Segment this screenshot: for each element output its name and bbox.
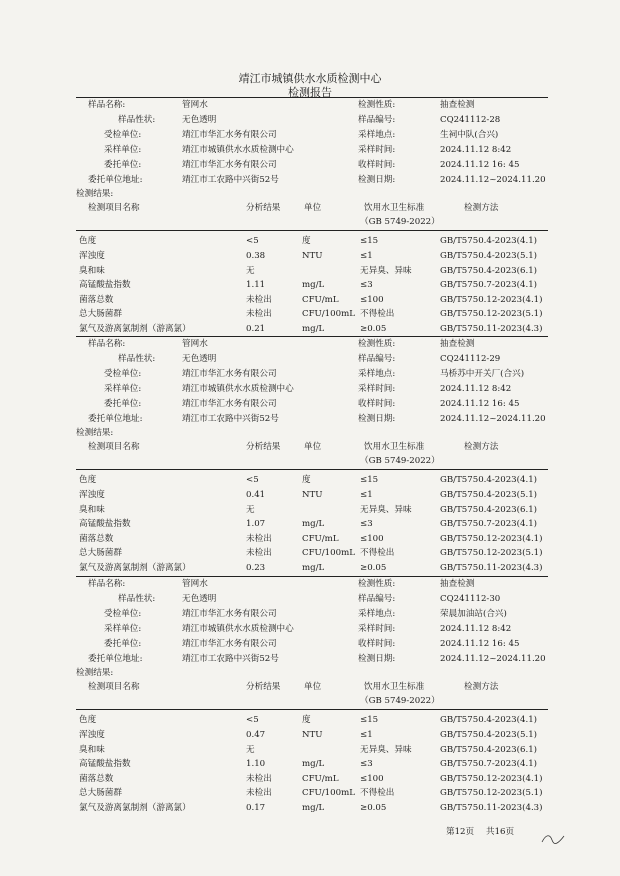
row-item: 高锰酸盐指数 [79,519,131,530]
field-value: 管网水 [182,339,208,349]
row-standard: 无异臭、异味 [360,265,412,276]
field-value: 靖江市华汇水务有限公司 [182,129,277,140]
row-unit: CFU/mL [302,533,339,544]
field-value: 靖江市华汇水务有限公司 [182,638,277,649]
row-result: 未检出 [246,788,272,799]
row-unit: mg/L [302,759,325,770]
row-method: GB/T5750.4-2023(6.1) [440,504,538,515]
row-result: 0.41 [246,490,266,500]
col-header-standard-ref: （GB 5749-2022） [360,456,440,467]
field-label: 收样时间: [358,638,396,649]
row-item: 总大肠菌群 [79,548,122,559]
row-unit: 度 [302,715,311,726]
row-method: GB/T5750.7-2023(4.1) [440,519,538,530]
report-title: 检测报告 [288,86,332,99]
col-header-standard: 饮用水卫生标准 [364,203,425,214]
row-method: GB/T5750.11-2023(4.3) [440,563,543,573]
col-header-item: 检测项目名称 [88,682,140,693]
col-header-item: 检测项目名称 [88,203,140,214]
row-unit: NTU [302,490,323,500]
row-item: 氯气及游离氯制剂（游离氯） [79,563,191,573]
row-item: 臭和味 [79,504,105,515]
field-value: 荣晨加油站(合兴) [440,608,507,619]
field-value: 靖江市工农路中兴街52号 [182,653,279,664]
field-value: 靖江市华汇水务有限公司 [182,159,277,170]
col-header-standard-ref: （GB 5749-2022） [360,217,440,228]
row-item: 色度 [79,236,97,247]
row-result: 1.11 [246,280,266,291]
row-method: GB/T5750.12-2023(5.1) [440,548,543,559]
row-standard: ≤3 [360,759,373,770]
field-label: 采样地点: [358,608,396,619]
field-label: 采样时间: [358,383,396,394]
field-label: 委托单位地址: [88,174,143,185]
row-method: GB/T5750.4-2023(4.1) [440,236,538,247]
row-item: 色度 [79,715,97,726]
field-value: 无色透明 [182,353,217,364]
row-standard: ≤100 [360,773,384,784]
field-label: 采样地点: [358,368,396,379]
field-label: 受检单位: [104,129,142,140]
row-result: 未检出 [246,533,272,544]
field-label: 委托单位: [104,159,142,170]
field-value: CQ241112-30 [440,593,501,604]
row-standard: ≤1 [360,490,373,500]
row-method: GB/T5750.12-2023(4.1) [440,773,543,784]
table-header-line [76,469,548,470]
col-header-unit: 单位 [304,682,322,693]
field-label: 检测日期: [358,413,396,424]
row-item: 浑浊度 [79,490,105,500]
row-item: 总大肠菌群 [79,309,122,320]
field-value: 2024.11.12~2024.11.20 [440,413,546,424]
row-standard: 不得检出 [360,788,395,799]
row-result: 1.10 [246,759,266,770]
row-method: GB/T5750.7-2023(4.1) [440,759,538,770]
row-standard: ≤15 [360,715,379,726]
col-header-standard: 饮用水卫生标准 [364,682,425,693]
field-label: 样品名称: [88,579,126,589]
field-value: 无色透明 [182,593,217,604]
row-item: 氯气及游离氯制剂（游离氯） [79,324,191,334]
field-label: 委托单位: [104,638,142,649]
field-label: 委托单位地址: [88,653,143,664]
row-item: 菌落总数 [79,773,114,784]
handwritten-mark [540,832,566,846]
col-header-method: 检测方法 [464,682,499,693]
row-unit: CFU/100mL [302,788,355,799]
col-header-method: 检测方法 [464,442,499,453]
col-header-result: 分析结果 [246,442,281,453]
row-result: <5 [246,475,259,486]
row-unit: NTU [302,251,323,261]
row-unit: mg/L [302,563,325,573]
row-method: GB/T5750.4-2023(6.1) [440,744,538,755]
field-value: 2024.11.12 16: 45 [440,638,520,649]
page-total: 共16页 [486,827,515,837]
col-header-item: 检测项目名称 [88,442,140,453]
section-top-line [76,97,548,98]
row-standard: 不得检出 [360,309,395,320]
field-value: 马桥苏中开关厂(合兴) [440,368,525,379]
row-item: 高锰酸盐指数 [79,759,131,770]
field-value: 靖江市华汇水务有限公司 [182,608,277,619]
field-value: 管网水 [182,100,208,110]
row-result: 0.47 [246,730,266,740]
row-result: 未检出 [246,309,272,320]
field-value: 生祠中队(合兴) [440,129,499,140]
row-item: 浑浊度 [79,251,105,261]
field-value: 靖江市华汇水务有限公司 [182,398,277,409]
row-result: 无 [246,265,255,276]
field-label: 样品性状: [118,114,156,125]
row-result: <5 [246,236,259,247]
row-result: 0.21 [246,324,266,334]
field-value: 2024.11.12 8:42 [440,144,512,155]
field-label: 检测性质: [358,100,396,110]
row-standard: ≤15 [360,475,379,486]
field-label: 样品性状: [118,353,156,364]
field-label: 样品名称: [88,339,126,349]
field-value: 2024.11.12~2024.11.20 [440,653,546,664]
row-unit: mg/L [302,324,325,334]
results-label: 检测结果: [76,428,114,439]
row-unit: mg/L [302,519,325,530]
field-label: 样品性状: [118,593,156,604]
row-result: 未检出 [246,548,272,559]
field-value: 2024.11.12 16: 45 [440,159,520,170]
row-method: GB/T5750.4-2023(4.1) [440,475,538,486]
row-item: 浑浊度 [79,730,105,740]
field-value: 靖江市城镇供水水质检测中心 [182,623,294,634]
field-label: 采样地点: [358,129,396,140]
field-value: 靖江市城镇供水水质检测中心 [182,144,294,155]
row-standard: 不得检出 [360,548,395,559]
row-method: GB/T5750.12-2023(4.1) [440,294,543,305]
row-standard: 无异臭、异味 [360,504,412,515]
field-label: 检测日期: [358,174,396,185]
field-value: 2024.11.12 8:42 [440,383,512,394]
row-method: GB/T5750.12-2023(5.1) [440,788,543,799]
field-label: 受检单位: [104,608,142,619]
col-header-result: 分析结果 [246,682,281,693]
row-standard: ≥0.05 [360,563,387,573]
field-label: 样品名称: [88,100,126,110]
field-label: 样品编号: [358,353,396,364]
field-label: 检测性质: [358,339,396,349]
row-standard: ≤3 [360,280,373,291]
row-standard: ≤3 [360,519,373,530]
field-label: 采样单位: [104,144,142,155]
row-method: GB/T5750.11-2023(4.3) [440,324,543,334]
row-method: GB/T5750.11-2023(4.3) [440,803,543,813]
col-header-standard-ref: （GB 5749-2022） [360,696,440,707]
row-unit: 度 [302,236,311,247]
row-unit: CFU/100mL [302,309,355,320]
field-value: 靖江市华汇水务有限公司 [182,368,277,379]
row-standard: 无异臭、异味 [360,744,412,755]
row-item: 菌落总数 [79,294,114,305]
row-item: 臭和味 [79,265,105,276]
field-value: CQ241112-29 [440,353,501,364]
row-method: GB/T5750.12-2023(5.1) [440,309,543,320]
field-label: 样品编号: [358,593,396,604]
row-unit: 度 [302,475,311,486]
row-method: GB/T5750.4-2023(4.1) [440,715,538,726]
row-method: GB/T5750.7-2023(4.1) [440,280,538,291]
row-result: 0.23 [246,563,266,573]
field-value: 抽查检测 [440,100,475,110]
row-standard: ≤100 [360,294,384,305]
row-result: 1.07 [246,519,266,530]
field-value: 抽查检测 [440,579,475,589]
row-result: 未检出 [246,294,272,305]
results-label: 检测结果: [76,668,114,679]
field-value: 靖江市城镇供水水质检测中心 [182,383,294,394]
field-label: 采样单位: [104,383,142,394]
field-value: 靖江市工农路中兴街52号 [182,413,279,424]
row-unit: CFU/mL [302,294,339,305]
col-header-unit: 单位 [304,442,322,453]
row-item: 高锰酸盐指数 [79,280,131,291]
field-label: 检测日期: [358,653,396,664]
row-result: <5 [246,715,259,726]
field-value: 2024.11.12~2024.11.20 [440,174,546,185]
field-label: 收样时间: [358,398,396,409]
row-item: 臭和味 [79,744,105,755]
field-label: 采样时间: [358,623,396,634]
col-header-standard: 饮用水卫生标准 [364,442,425,453]
row-standard: ≥0.05 [360,324,387,334]
row-method: GB/T5750.4-2023(5.1) [440,490,538,500]
row-result: 无 [246,504,255,515]
row-result: 未检出 [246,773,272,784]
field-label: 委托单位地址: [88,413,143,424]
field-value: 无色透明 [182,114,217,125]
col-header-unit: 单位 [304,203,322,214]
field-label: 委托单位: [104,398,142,409]
row-item: 氯气及游离氯制剂（游离氯） [79,803,191,813]
row-unit: CFU/mL [302,773,339,784]
row-result: 无 [246,744,255,755]
row-unit: CFU/100mL [302,548,355,559]
row-result: 0.38 [246,251,266,261]
col-header-method: 检测方法 [464,203,499,214]
field-value: CQ241112-28 [440,114,501,125]
row-method: GB/T5750.4-2023(5.1) [440,251,538,261]
section-top-line [76,336,548,337]
row-standard: ≥0.05 [360,803,387,813]
field-label: 收样时间: [358,159,396,170]
field-value: 靖江市工农路中兴街52号 [182,174,279,185]
field-label: 受检单位: [104,368,142,379]
field-value: 2024.11.12 16: 45 [440,398,520,409]
table-header-line [76,230,548,231]
results-label: 检测结果: [76,189,114,200]
row-item: 总大肠菌群 [79,788,122,799]
row-method: GB/T5750.4-2023(6.1) [440,265,538,276]
field-label: 采样单位: [104,623,142,634]
field-value: 管网水 [182,579,208,589]
row-item: 菌落总数 [79,533,114,544]
row-standard: ≤100 [360,533,384,544]
field-label: 采样时间: [358,144,396,155]
field-value: 2024.11.12 8:42 [440,623,512,634]
row-standard: ≤1 [360,251,373,261]
row-item: 色度 [79,475,97,486]
field-label: 样品编号: [358,114,396,125]
row-standard: ≤15 [360,236,379,247]
field-value: 抽查检测 [440,339,475,349]
section-top-line [76,576,548,577]
row-result: 0.17 [246,803,266,813]
field-label: 检测性质: [358,579,396,589]
org-title: 靖江市城镇供水水质检测中心 [238,72,382,85]
page-number: 第12页 [446,827,475,837]
row-standard: ≤1 [360,730,373,740]
row-unit: mg/L [302,280,325,291]
row-unit: NTU [302,730,323,740]
col-header-result: 分析结果 [246,203,281,214]
table-header-line [76,709,548,710]
row-unit: mg/L [302,803,325,813]
row-method: GB/T5750.4-2023(5.1) [440,730,538,740]
row-method: GB/T5750.12-2023(4.1) [440,533,543,544]
